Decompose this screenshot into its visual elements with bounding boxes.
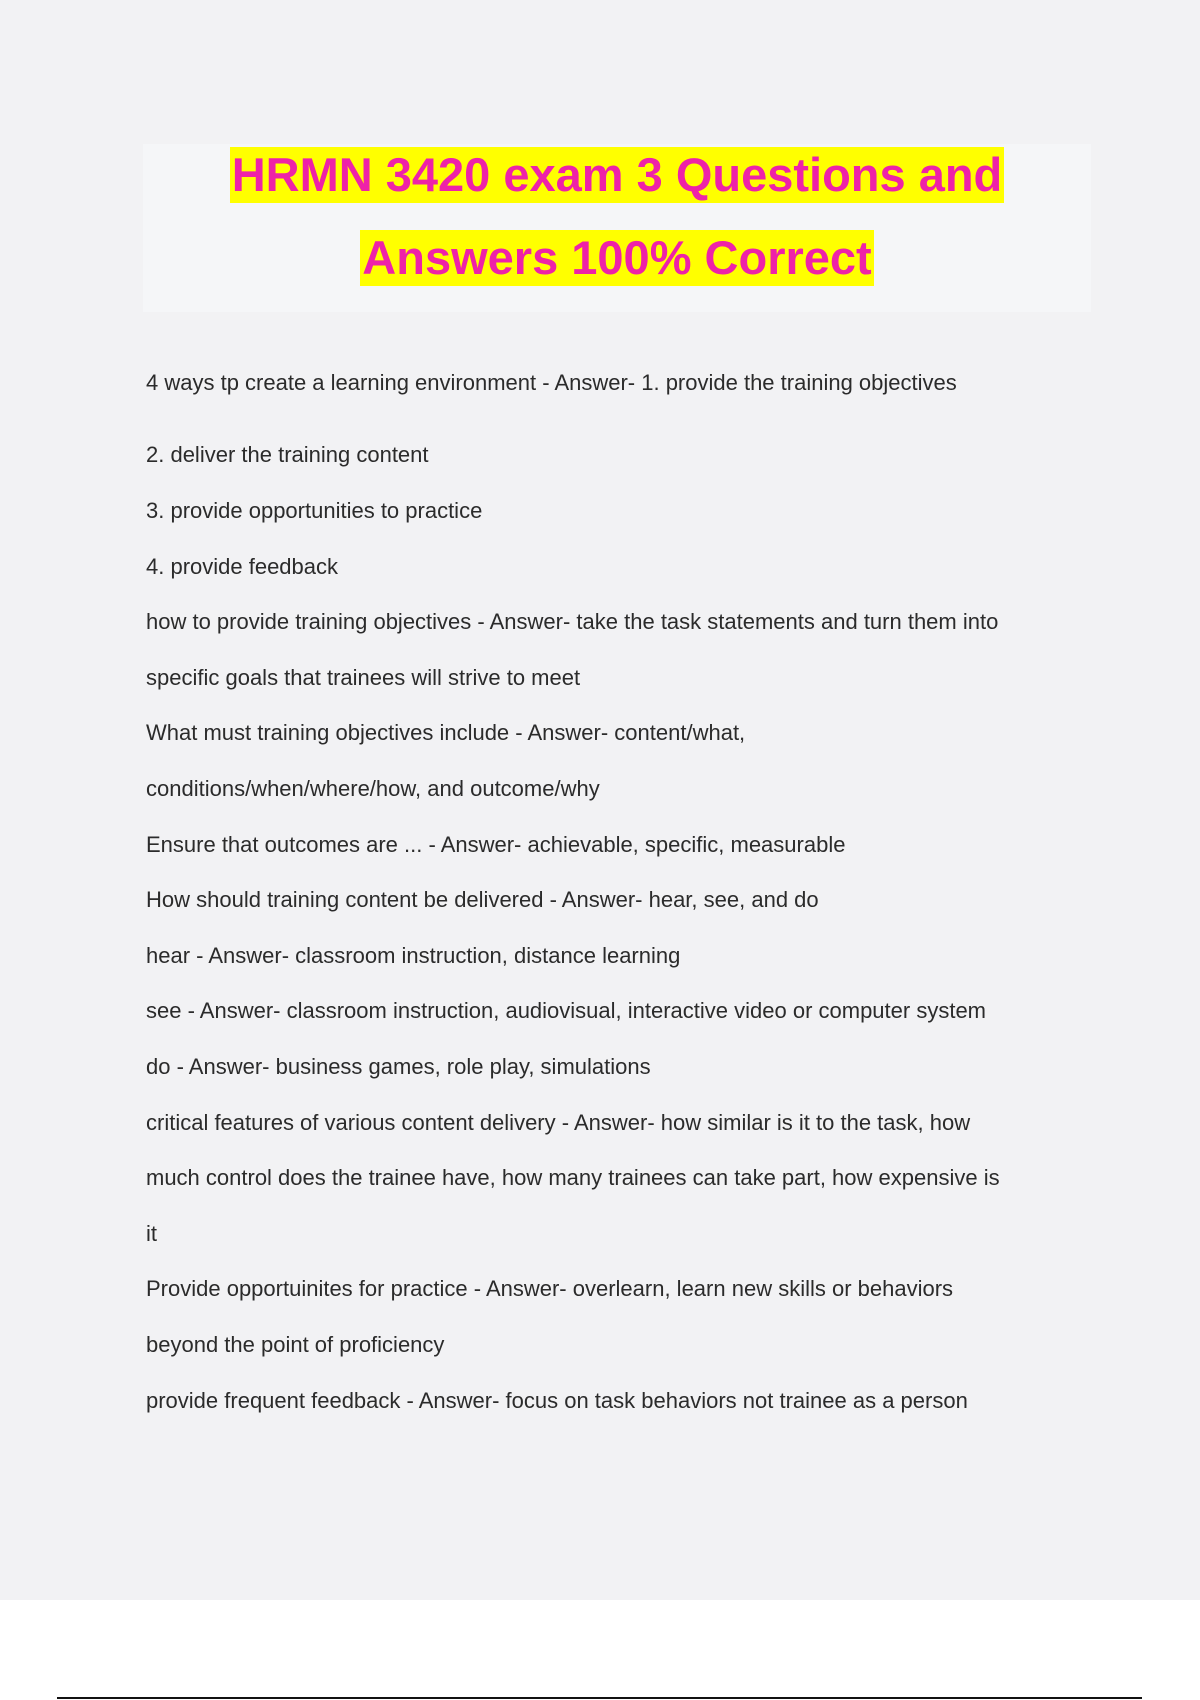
qa-line: conditions/when/where/how, and outcome/why bbox=[146, 776, 600, 801]
qa-line: do - Answer- business games, role play, simulations bbox=[146, 1054, 651, 1079]
qa-line: how to provide training objectives - Answer- take the task statements and turn them into bbox=[146, 609, 999, 634]
qa-line: Provide opportuinites for practice - Answer- overlearn, learn new skills or behaviors bbox=[146, 1276, 954, 1301]
qa-line: critical features of various content delivery - Answer- how similar is it to the task, how bbox=[146, 1110, 971, 1135]
qa-line: beyond the point of proficiency bbox=[146, 1332, 445, 1357]
qa-line: 4 ways tp create a learning environment - Answer- 1. provide the training objectives bbox=[146, 370, 957, 395]
footer-rule bbox=[57, 1697, 1142, 1699]
qa-line: How should training content be delivered - Answer- hear, see, and do bbox=[146, 887, 819, 912]
qa-line: 3. provide opportunities to practice bbox=[146, 498, 483, 523]
qa-line: see - Answer- classroom instruction, audiovisual, interactive video or computer system bbox=[146, 998, 987, 1023]
qa-line: it bbox=[146, 1221, 157, 1246]
qa-line: provide frequent feedback - Answer- focus on task behaviors not trainee as a person bbox=[146, 1388, 968, 1413]
qa-line: 4. provide feedback bbox=[146, 554, 339, 579]
title-box bbox=[143, 144, 1091, 312]
qa-line: 2. deliver the training content bbox=[146, 442, 429, 467]
qa-line: specific goals that trainees will strive to meet bbox=[146, 665, 581, 690]
qa-line: What must training objectives include - Answer- content/what, bbox=[146, 720, 746, 745]
title-line-2: Answers 100% Correct bbox=[362, 231, 872, 284]
qa-line: hear - Answer- classroom instruction, distance learning bbox=[146, 943, 681, 968]
qa-line: Ensure that outcomes are ... - Answer- achievable, specific, measurable bbox=[146, 832, 846, 857]
title-line-1: HRMN 3420 exam 3 Questions and bbox=[231, 148, 1003, 201]
qa-line: much control does the trainee have, how many trainees can take part, how expensive is bbox=[146, 1165, 1000, 1190]
